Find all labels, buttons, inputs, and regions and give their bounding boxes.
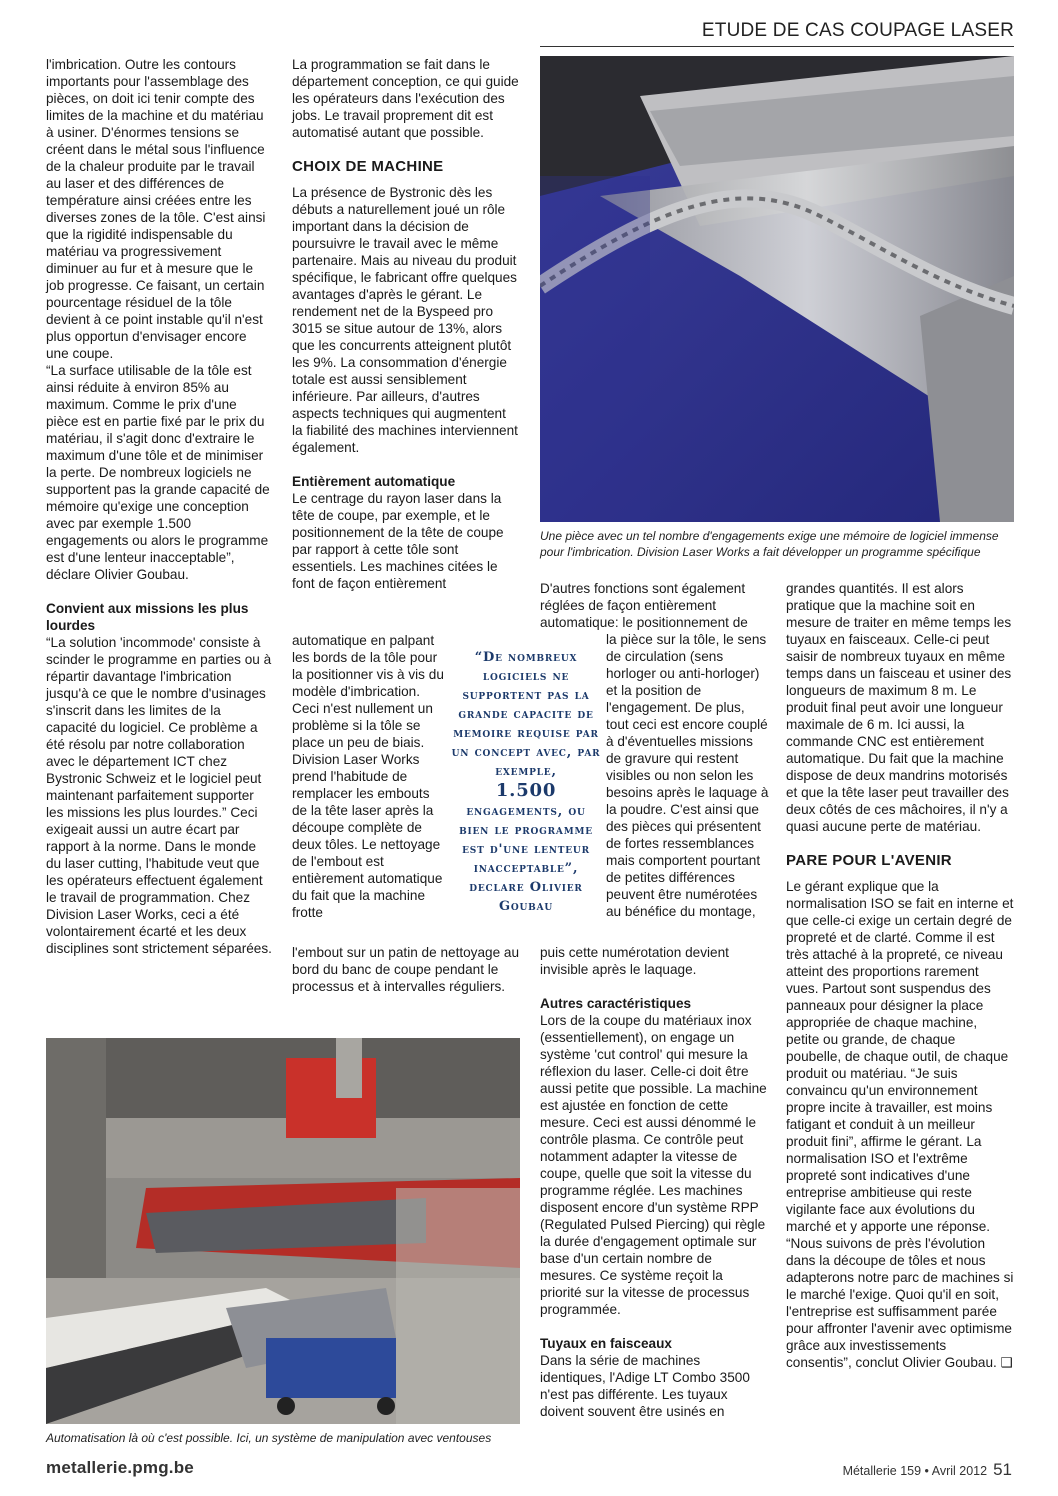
photo-caption: Une pièce avec un tel nombre d'engagements exige une mémoire de logiciel immense pour l'imbrication. Division Laser Works a fait développer un programme spécifique [540,529,999,559]
quote-text: engagements, ou bien le programme est d'une lenteur inacceptable”, declare Olivier Goubau [459,804,593,914]
column-4 [786,580,1014,1371]
subheading: Convient aux missions les plus lourdes [46,601,249,633]
photo-laser-part-image [540,56,1014,522]
footer-issue [843,1460,1012,1480]
paragraph: La programmation se fait dans le département conception, ce qui guide les opérateurs dans l'exécution des jobs. Le travail proprement dit est automatisé autant que possible. [292,57,519,140]
paragraph-text: Le gérant explique que la normalisation ISO se fait en interne et que celle-ci exige un certain degré de propreté et de clarté. Comme il est très attaché à la propreté, ce niveau atteint des proportions rarement vues. Partout sont suspendus des panneaux pour désigner la place appropriée de chaque machine, petite ou grande, de chaque poubelle, de chaque outil, de chaque produit ou matériau. “Je suis convaincu qu'un environnement propre incite à travailler, est moins fatigant et conduit à un meilleur produit fini”, affirme le gérant. La normalisation ISO et l'extrême propreté sont indicatives d'une entreprise ambitieuse qui reste vigilante face aux évolutions du marché et y apporte une réponse. “Nous suivons de près l'évolution dans la découpe de tôles et nous adapterons notre parc de machines si le marché l'exige. Quoi qu'il en soit, l'entreprise est suffisamment parée pour affronter l'avenir avec optimisme grâce aux investissements consentis”, conclut Olivier Goubau. [786,879,1014,1370]
quote-text: “De nombreux logiciels ne supportent pas la grande capacite de memoire requise par un concept avec, par exemple, [451,650,601,779]
paragraph: la pièce sur la tôle, le sens de circulation (sens horloger ou anti-horloger) et la position de l'engagement. De plus, tout ceci est encore couplé à d'éventuelles missions de gravure qui restent visibles ou non selon les besoins après le laquage à la poudre. C'est ainsi que des pièces qui présentent de fortes ressemblances mais comportent pourtant de petites différences peuvent être numérotées au bénéfice du montage, [606,632,769,919]
paragraph: automatique en palpant les bords de la tôle pour la positionner vis à vis du modèle d'imbrication. Ceci n'est nullement un problème si la tôle se place un peu de biais. Division Laser Works prend l'habitude de remplacer les embouts de la tête laser après la découpe complète de deux tôles. Le nettoyage de l'embout est entièrement automatique du fait que la machine frotte [292,633,444,920]
paragraph: “La surface utilisable de la tôle est ainsi réduite à environ 85% au maximum. Comme le prix d'une pièce est en partie fixé par le prix du matériau, il s'agit donc d'extraire le maximum d'une tôle et de minimiser la perte. De nombreux logiciels ne supportent pas la grande capacité de mémoire qu'exige une conception avec par exemple 1.500 engagements ou alors le programme est d'une lenteur inacceptable”, déclare Olivier Goubau. [46,363,270,582]
paragraph: D'autres fonctions sont également réglées de façon entièrement automatique: le positionnement de [540,581,748,630]
column-3 [540,580,768,631]
subheading: Tuyaux en faisceaux [540,1336,672,1351]
subheading: Entièrement automatique [292,474,456,489]
paragraph: Dans la série de machines identiques, l'Adige LT Combo 3500 n'est pas différente. Les tuyaux doivent souvent être usinés en [540,1353,750,1419]
paragraph: La présence de Bystronic dès les débuts a naturellement joué un rôle important dans la décision de poursuivre le travail avec le même partenaire. Mais au niveau du produit spécifique, le fabricant offre quelques avantages d'après le gérant. Le rendement net de la Byspeed pro 3015 se situe autour de 13%, alors que les concurrents atteignent plutôt les 9%. La consommation d'énergie totale est aussi sensiblement inférieure. Par ailleurs, d'autres aspects techniques qui augmentent la fiabilité des machines interviennent également. [292,185,518,455]
header-rule [540,46,1014,47]
column-1 [46,56,272,957]
quote-number: 1.500 [495,780,557,801]
section-heading: PARE POUR L'AVENIR [786,852,952,869]
column-2-end [292,944,520,995]
paragraph: grandes quantités. Il est alors pratique que la machine soit en mesure de traiter en même temps les tuyaux en faisceaux. Celle-ci peut saisir de nombreux tuyaux en même temps dans un faisceau et usiner des longueurs de maximum 8 m. Le produit final peut avoir une longueur maximale de 6 m. Ici aussi, la commande CNC est entièrement automatique. Du fait que la machine dispose de deux mandrins motorisés et que la tête laser peut travailler des deux côtés de ces mâchoires, il n'y a quasi aucune perte de matériau. [786,581,1012,834]
end-mark-icon: ❑ [1000,1355,1013,1370]
issue-info: Métallerie 159 • Avril 2012 [842,1464,988,1478]
paragraph [786,878,1014,1371]
photo-caption: Automatisation là où c'est possible. Ici, un système de manipulation avec ventouses [46,1431,492,1445]
column-3-wrap [606,631,770,920]
photo-handling-system-image [46,1038,520,1424]
pull-quote [450,640,602,930]
paragraph: l'embout sur un patin de nettoyage au bord du banc de coupe pendant le processus et à intervalles réguliers. [292,945,520,994]
column-2 [292,56,520,592]
photo-handling-system [46,1038,520,1424]
paragraph: Le centrage du rayon laser dans la tête de coupe, par exemple, et le positionnement de la tête de coupe par rapport à cette tôle sont essentiels. Les machines citées le font de façon entièrement [292,491,504,591]
footer-website: metallerie.pmg.be [46,1458,194,1477]
section-heading: CHOIX DE MACHINE [292,158,444,175]
column-3-end [540,944,768,1420]
page-number: 51 [993,1460,1012,1479]
paragraph: l'imbrication. Outre les contours importants pour l'assemblage des pièces, on doit ici tenir compte des limites de la machine et du matériau à usiner. D'énormes tensions se créent dans le métal sous l'influence de la chaleur produite par le travail au laser et des différences de température ainsi créées entre les diverses zones de la tôle. C'est ainsi que la rigidité indispensable du matériau va progressivement diminuer au fur et à mesure que le job progresse. Ce faisant, un certain pourcentage résiduel de la tôle devient à ce point instable qu'il n'est plus opportun d'envisager encore une coupe. [46,57,266,361]
paragraph: Lors de la coupe du matériaux inox (essentiellement), on engage un système 'cut control' qui mesure la réflexion du laser. Celle-ci doit être aussi petite que possible. La machine est ajustée en fonction de cette mesure. Ceci est aussi dénommé le contrôle plasma. Ce contrôle peut notamment adapter la vitesse de coupe, quelle que soit la vitesse du programme réglée. Les machines disposent encore d'un système RPP (Regulated Pulsed Piercing) qui règle la durée d'engagement optimale sur base d'un certain nombre de mesures. Ce système reçoit la priorité sur la vitesse de processus programmée. [540,1013,767,1317]
paragraph: “La solution 'incommode' consiste à scinder le programme en parties ou à répartir davantage l'imbrication jusqu'à ce que le nombre d'usinages s'inscrit dans les limites de la capacité du logiciel. Ce problème a été résolu par notre collaboration avec le département ICT chez Bystronic Schweiz et le logiciel peut maintenant parfaitement supporter les missions les plus lourdes.” Ceci exigeait aussi un autre écart par rapport à la norme. Dans le monde du laser cutting, l'habitude veut que les opérateurs effectuent également le travail de programmation. Chez Division Laser Works, ceci a été volontairement écarté et les deux disciplines sont strictement séparées. [46,635,272,956]
column-2-wrap [292,632,444,921]
section-title: ETUDE DE CAS COUPAGE LASER [701,20,1014,41]
photo-laser-part [540,56,1014,522]
paragraph: puis cette numérotation devient invisible après le laquage. [540,945,729,977]
subheading: Autres caractéristiques [540,996,692,1011]
